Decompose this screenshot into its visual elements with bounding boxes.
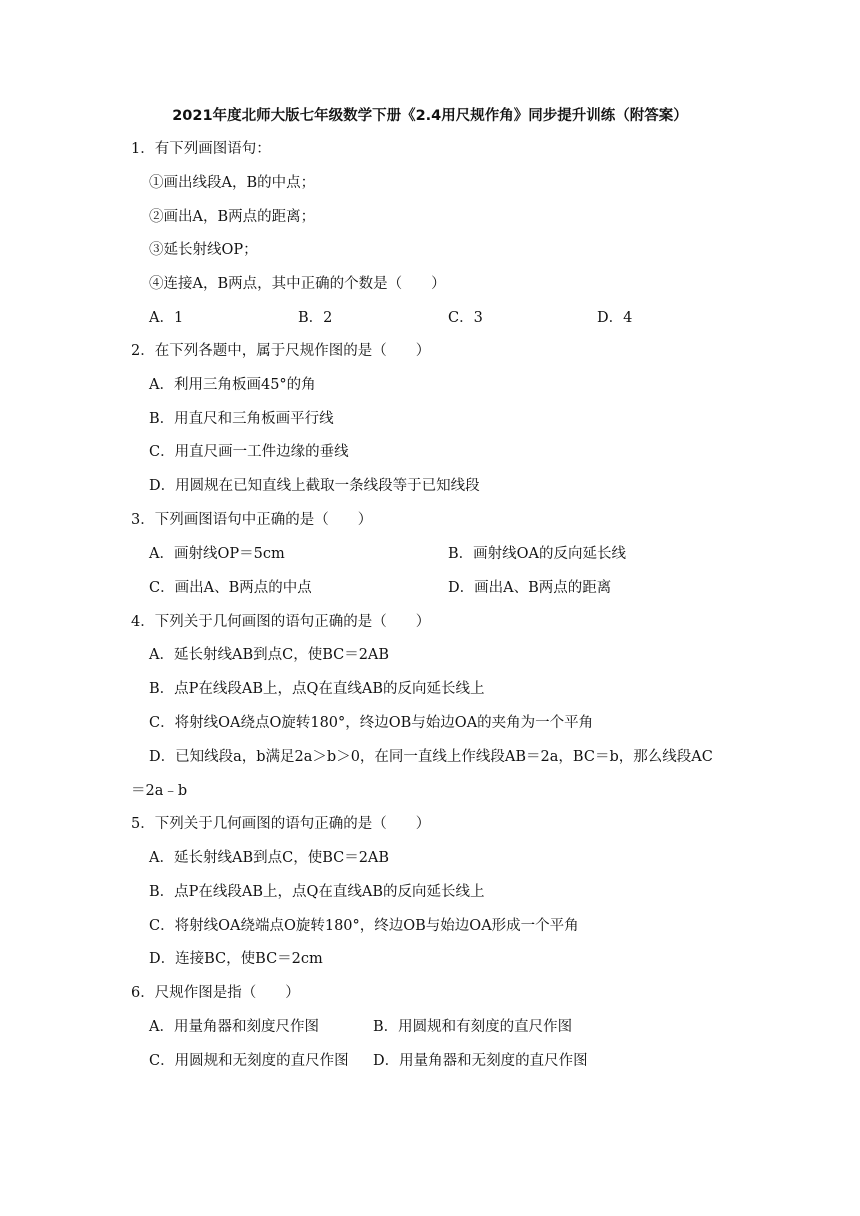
page-title: 2021年度北师大版七年级数学下册《2.4用尺规作角》同步提升训练（附答案） [172,108,688,124]
question-1-option-b: B．2 [298,310,333,326]
question-4-option-b: B．点P在线段AB上，点Q在直线AB的反向延长线上 [149,681,485,697]
question-3-stem: 3．下列画图语句中正确的是（ ） [131,512,373,528]
question-5-option-d: D．连接BC，使BC＝2cm [149,951,323,967]
question-2-stem: 2．在下列各题中，属于尺规作图的是（ ） [131,343,431,359]
question-1-statement-1: ①画出线段A，B的中点； [149,175,316,191]
question-3-option-a: A．画射线OP＝5cm [149,546,285,562]
question-4-option-d-continued: ＝2a﹣b [131,783,188,799]
question-3-option-b: B．画射线OA的反向延长线 [448,546,627,562]
question-3-option-d: D．画出A、B两点的距离 [448,580,612,596]
question-5-option-a: A．延长射线AB到点C，使BC＝2AB [149,850,390,866]
question-3-option-c: C．画出A、B两点的中点 [149,580,312,596]
question-4-option-a: A．延长射线AB到点C，使BC＝2AB [149,647,390,663]
question-6-option-d: D．用量角器和无刻度的直尺作图 [373,1053,588,1069]
question-5-option-b: B．点P在线段AB上，点Q在直线AB的反向延长线上 [149,884,485,900]
question-6-option-a: A．用量角器和刻度尺作图 [149,1019,319,1035]
question-1-statement-4: ④连接A，B两点，其中正确的个数是（ ） [149,276,446,292]
question-2-option-d: D．用圆规在已知直线上截取一条线段等于已知线段 [149,478,480,494]
question-1-option-d: D．4 [597,310,633,326]
question-1-statement-2: ②画出A，B两点的距离； [149,209,316,225]
question-2-option-a: A．利用三角板画45°的角 [149,377,316,393]
question-1-stem: 1．有下列画图语句： [131,141,271,157]
question-5-option-c: C．将射线OA绕端点O旋转180°，终边OB与始边OA形成一个平角 [149,918,579,934]
question-4-stem: 4．下列关于几何画图的语句正确的是（ ） [131,614,431,630]
question-1-option-c: C．3 [448,310,483,326]
question-5-stem: 5．下列关于几何画图的语句正确的是（ ） [131,816,431,832]
question-6-stem: 6．尺规作图是指（ ） [131,985,300,1001]
question-4-option-d: D．已知线段a，b满足2a＞b＞0，在同一直线上作线段AB＝2a，BC＝b，那么线段AC [149,749,713,765]
question-6-option-c: C．用圆规和无刻度的直尺作图 [149,1053,349,1069]
question-4-option-c: C．将射线OA绕点O旋转180°，终边OB与始边OA的夹角为一个平角 [149,715,594,731]
question-6-option-b: B．用圆规和有刻度的直尺作图 [373,1019,573,1035]
question-2-option-c: C．用直尺画一工件边缘的垂线 [149,444,349,460]
question-2-option-b: B．用直尺和三角板画平行线 [149,411,334,427]
question-1-option-a: A．1 [149,310,184,326]
question-1-statement-3: ③延长射线OP； [149,242,258,258]
